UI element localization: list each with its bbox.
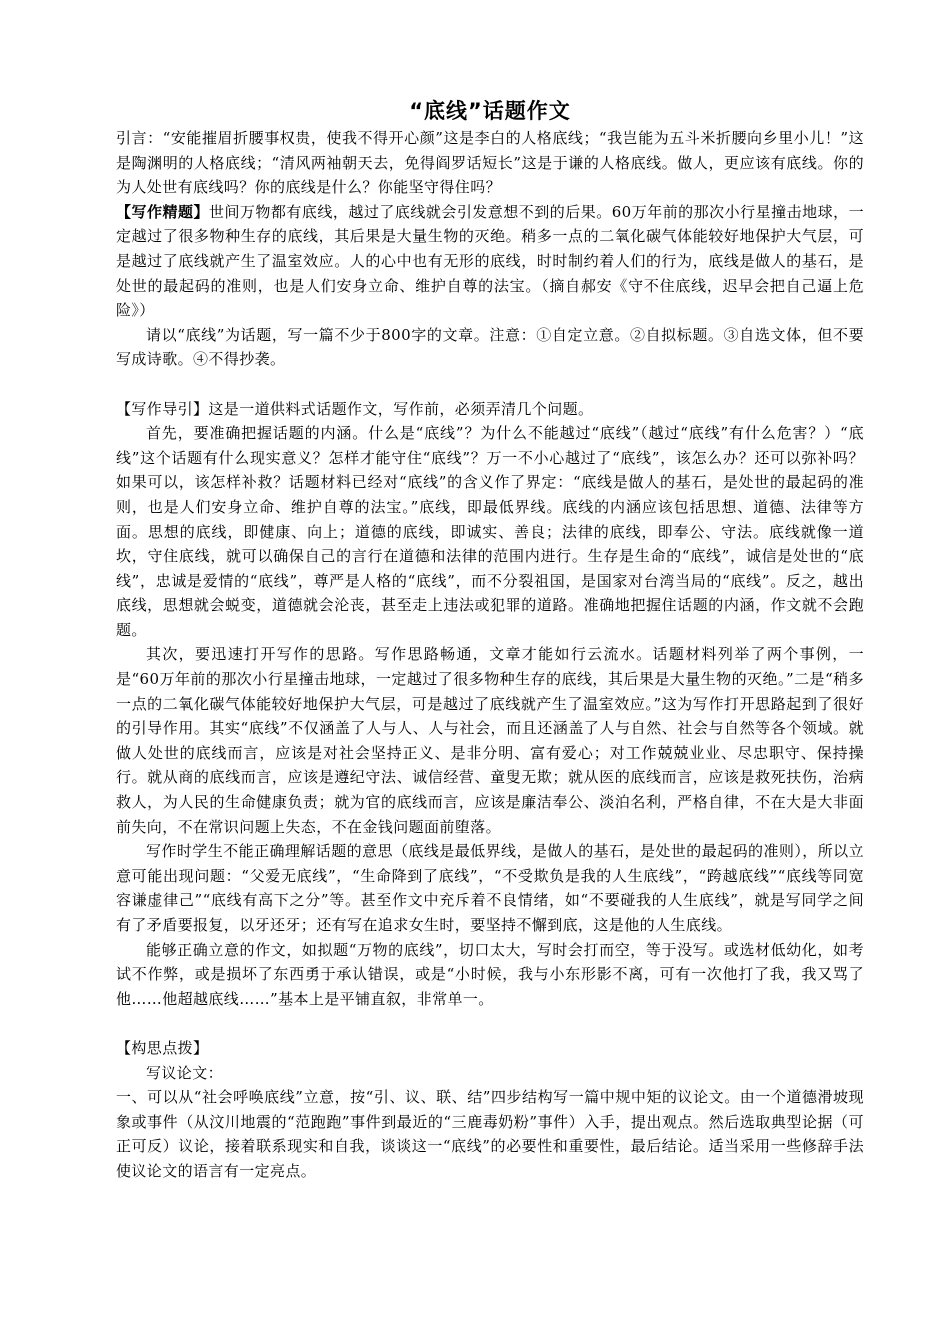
guide-paragraph-4: 能够正确立意的作文，如拟题“万物的底线”，切口太大，写时会打而空，等于没写。或选材低幼化，如考试不作弊，或是损坏了东西勇于承认错误，或是“小时候，我与小东形影不离，可有一次他打了我，我又骂了他……他超越底线……”基本上是平铺直叙，非常单一。 <box>116 940 864 1008</box>
essence-text: 世间万物都有底线，越过了底线就会引发意想不到的后果。60万年前的那次小行星撞击地球，一定越过了很多物种生存的底线，其后果是大量生物的灭绝。稍多一点的二氧化碳气体能较好地保护大气层，可是越过了底线就产生了温室效应。人的心中也有无形的底线，时时制约着人们的行为，底线是做人的基石，是处世的最起码的准则，也是人们安身立命、维护自尊的法宝。（摘自郝安《守不住底线，迟早会把自己逼上危险》） <box>116 202 864 320</box>
idea-paragraph-1: 一、可以从“社会呼唤底线”立意，按“引、议、联、结”四步结构写一篇中规中矩的议论文。由一个道德滑坡现象或事件（从汶川地震的“范跑跑”事件到最近的“三鹿毒奶粉”事件）入手，提出观点。然后选取典型论据（可正可反）议论，接着联系现实和自我，谈谈这一“底线”的必要性和重要性，最后结论。适当采用一些修辞手法使议论文的语言有一定亮点。 <box>116 1088 864 1180</box>
essence-paragraph <box>116 200 864 323</box>
essence-tag: 【写作精题】 <box>116 202 209 221</box>
document-page <box>116 96 864 1184</box>
idea-heading: 【构思点拨】 <box>116 1038 209 1057</box>
guide-paragraph-1: 首先，要准确把握话题的内涵。什么是“底线”？为什么不能越过“底线”（越过“底线”有什么危害？）“底线”这个话题有什么现实意义？怎样才能守住“底线”？万一不小心越过了“底线”，该怎么办？还可以弥补吗？如果可以，该怎样补救？话题材料已经对“底线”的含义作了界定：“底线是做人的基石，是处世的最起码的准则，也是人们安身立命、维护自尊的法宝。”底线，即最低界线。底线的内涵应该包括思想、道德、法律等方面。思想的底线，即健康、向上；道德的底线，即诚实、善良；法律的底线，即奉公、守法。底线就像一道坎，守住底线，就可以确保自己的言行在道德和法律的范围内进行。生存是生命的“底线”，诚信是处世的“底线”，忠诚是爱情的“底线”，尊严是人格的“底线”，而不分裂祖国，是国家对台湾当局的“底线”。反之，越出底线，思想就会蜕变，道德就会沦丧，甚至走上违法或犯罪的道路。准确地把握住话题的内涵，作文就不会跑题。 <box>116 424 864 639</box>
spacer <box>116 372 864 397</box>
guide-heading: 【写作导引】这是一道供料式话题作文，写作前，必须弄清几个问题。 <box>116 399 594 418</box>
guide-paragraph-2: 其次，要迅速打开写作的思路。写作思路畅通，文章才能如行云流水。话题材料列举了两个事例，一是“60万年前的那次小行星撞击地球，一定越过了很多物种生存的底线，其后果是大量生物的灭绝。”二是“稍多一点的二氧化碳气体能较好地保护大气层，可是越过了底线就产生了温室效应。”这为写作打开思路起到了很好的引导作用。其实“底线”不仅涵盖了人与人、人与社会，而且还涵盖了人与自然、社会与自然等各个领域。就做人处世的底线而言，应该是对社会坚持正义、是非分明、富有爱心；对工作兢兢业业、尽忠职守、保持操行。就从商的底线而言，应该是遵纪守法、诚信经营、童叟无欺；就从医的底线而言，应该是救死扶伤，治病救人，为人民的生命健康负责；就为官的底线而言，应该是廉洁奉公、淡泊名利，严格自律，不在大是大非面前失向，不在常识问题上失态，不在金钱问题面前堕落。 <box>116 645 864 836</box>
intro-paragraph: 引言：“安能摧眉折腰事权贵，使我不得开心颜”这是李白的人格底线；“我岂能为五斗米折腰向乡里小儿！”这是陶渊明的人格底线；“清风两袖朝天去，免得阎罗话短长”这是于谦的人格底线。做人，更应该有底线。你的为人处世有底线吗？你的底线是什么？你能坚守得住吗？ <box>116 129 864 197</box>
spacer <box>116 1011 864 1036</box>
task-paragraph: 请以“底线”为话题，写一篇不少于800字的文章。注意：①自定立意。②自拟标题。③自选文体，但不要写成诗歌。④不得抄袭。 <box>116 325 864 369</box>
document-title: “底线”话题作文 <box>409 99 571 123</box>
guide-paragraph-3: 写作时学生不能正确理解话题的意思（底线是最低界线，是做人的基石，是处世的最起码的准则），所以立意可能出现问题：“父爱无底线”，“生命降到了底线”，“不受欺负是我的人生底线”，“跨越底线”“底线等同宽容谦虚律己”“底线有高下之分”等。甚至作文中充斥着不良情绪，如“不要碰我的人生底线”，就是写同学之间有了矛盾要报复，以牙还牙；还有写在追求女生时，要坚持不懈到底，这是他的人生底线。 <box>116 842 864 934</box>
idea-subheading: 写议论文： <box>146 1063 224 1082</box>
